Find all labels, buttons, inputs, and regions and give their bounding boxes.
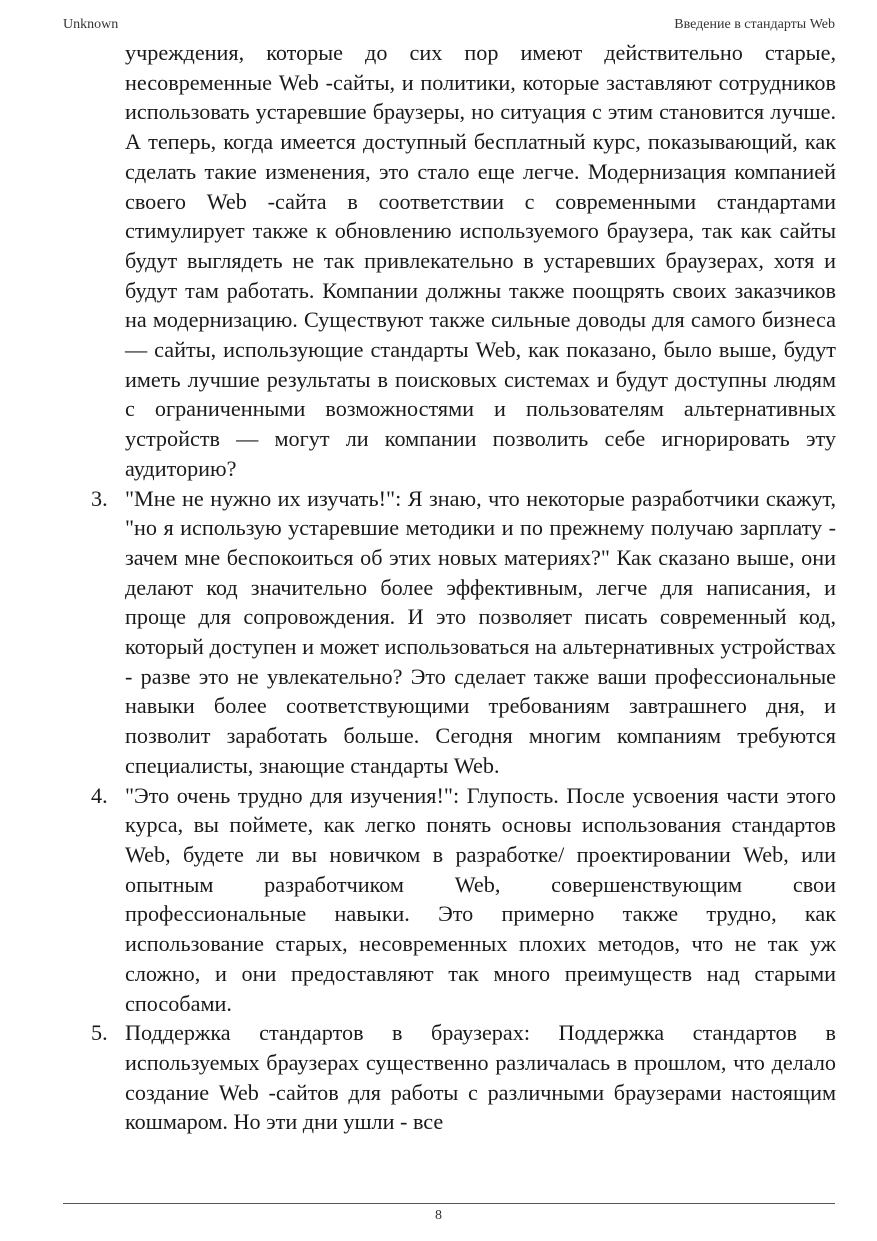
header-title: Введение в стандарты Web <box>674 17 835 32</box>
numbered-list <box>91 484 836 1137</box>
list-item-number: 3. <box>91 485 108 511</box>
header-left-text: Unknown <box>63 17 119 32</box>
document-body <box>91 38 836 1137</box>
list-item-number: 4. <box>91 782 108 808</box>
page-header <box>63 15 835 35</box>
footer-divider <box>63 1203 835 1204</box>
list-item-number: 5. <box>91 1020 108 1046</box>
continuation-paragraph: учреждения, которые до сих пор имеют действительно старые, несовременные Web -сайты, и политики, которые заставляют сотрудников использовать устаревшие браузеры, но ситуация с этим становится лучше. А теперь, когда имеется доступный бесплатный курс, показывающий, как сделать такие изменения, это стало еще легче. Модернизация компанией своего Web -сайта в соответствии с современными стандартами стимулирует также к обновлению используемого браузера, так как сайты будут выглядеть не так привлекательно в устаревших браузерах, хотя и будут там работать. Компании должны также поощрять своих заказчиков на модернизацию. Существуют также сильные доводы для самого бизнеса — сайты, использующие стандарты Web, как показано, было выше, будут иметь лучшие результаты в поисковых системах и будут доступны людям с ограниченными возможностями и пользователям альтернативных устройств — могут ли компании позволить себе игнорировать эту аудиторию? <box>125 40 836 481</box>
list-item <box>91 484 836 781</box>
list-item-text: "Мне не нужно их изучать!": Я знаю, что некоторые разработчики скажут, "но я использую устаревшие методики и по прежнему получаю зарплату - зачем мне беспокоиться об этих новых материях?" Как сказано выше, они делают код значительно более эффективным, легче для написания, и проще для сопровождения. И это позволяет писать современный код, который доступен и может использоваться на альтернативных устройствах - разве это не увлекательно? Это сделает также ваши профессиональные навыки более соответствующими требованиям завтрашнего дня, и позволит заработать больше. Сегодня многим компаниям требуются специалисты, знающие стандарты Web. <box>125 485 836 778</box>
list-item <box>91 1018 836 1137</box>
page-number: 8 <box>435 1208 442 1223</box>
list-item-text: Поддержка стандартов в браузерах: Поддержка стандартов в используемых браузерах существенно различалась в прошлом, что делало создание Web -сайтов для работы с различными браузерами настоящим кошмаром. Но эти дни ушли - все <box>125 1020 836 1135</box>
list-item <box>91 781 836 1019</box>
list-item-text: "Это очень трудно для изучения!": Глупость. После усвоения части этого курса, вы поймете, как легко понять основы использования стандартов Web, будете ли вы новичком в разработке/ проектировании Web, или опытным разработчиком Web, совершенствующим свои профессиональные навыки. Это примерно также трудно, как использование старых, несовременных плохих методов, что не так уж сложно, и они предоставляют так много преимуществ над старыми способами. <box>125 782 836 1016</box>
